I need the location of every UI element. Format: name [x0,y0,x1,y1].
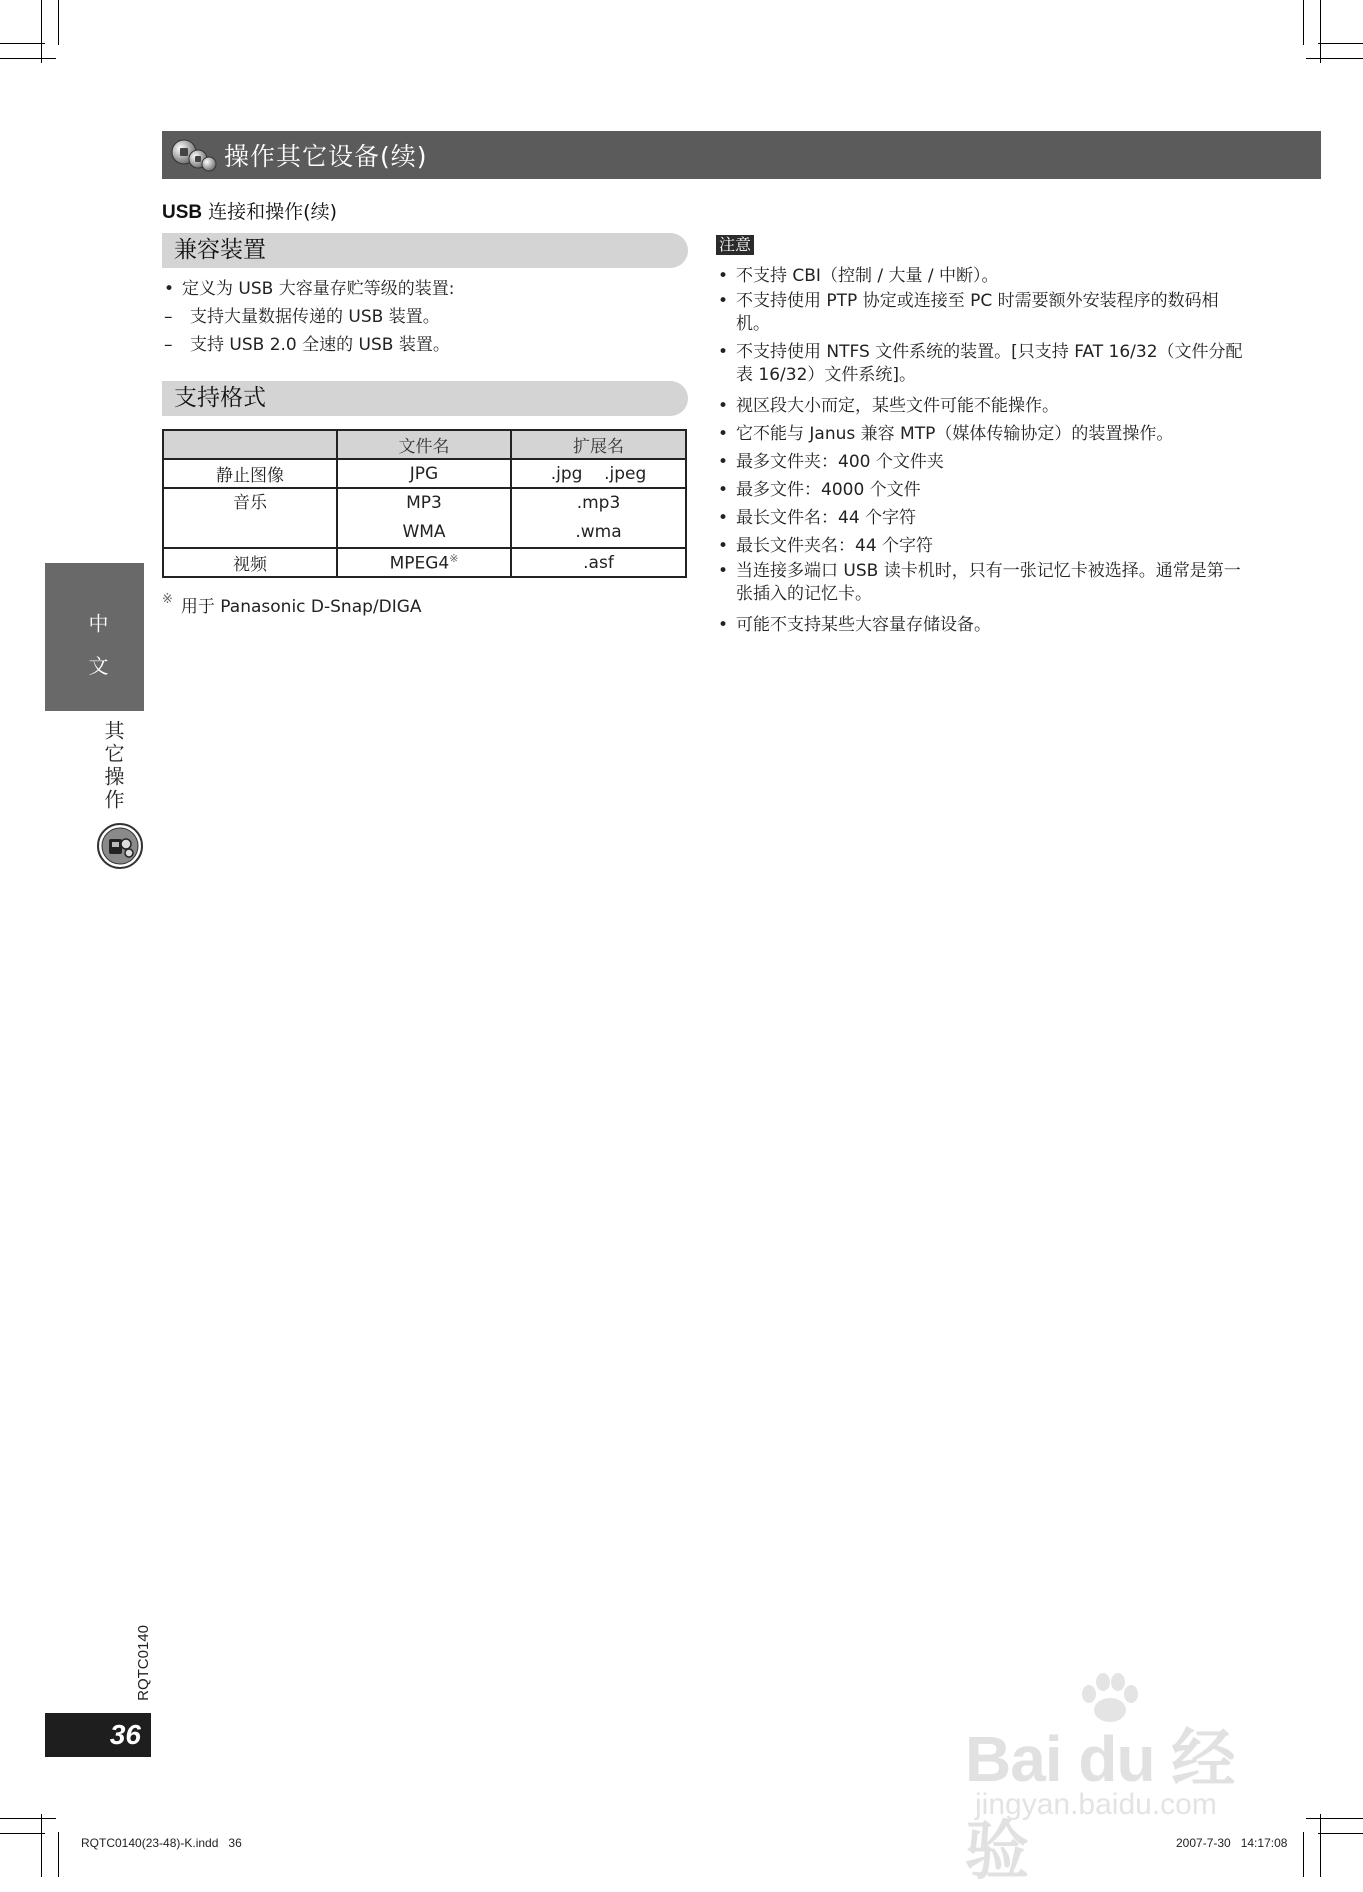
crop-mark [1303,1832,1304,1877]
crop-mark [41,0,42,63]
note-text: 当连接多端口 USB 读卡机时，只有一张记忆卡被选择。通常是第一张插入的记忆卡。 [736,561,1241,604]
language-label: 中 文 [85,613,109,684]
compatible-heading: 兼容装置 [162,233,688,268]
crop-mark [1306,58,1363,59]
crop-mark [0,1833,45,1834]
bullet-mark: • [718,291,729,311]
subsection-title-bold: USB [162,202,203,223]
other-operations-icon [96,822,144,870]
page-title: 操作其它设备(续) [224,142,428,171]
page-number: 36 [45,1713,151,1757]
bullet-mark: • [718,452,729,472]
extension-cell [511,488,686,548]
note-text: 最长文件名：44 个字符 [736,508,917,528]
crop-mark [1318,43,1363,44]
filename-cell [337,548,511,577]
table-row [163,459,686,488]
bullet-mark: • [718,396,729,416]
note-item [716,476,1246,504]
subsection-title-rest: 连接和操作(续) [202,201,337,223]
list-item-text: 定义为 USB 大容量存贮等级的装置: [182,279,455,299]
notes-list [716,262,1246,639]
language-tab [45,563,144,711]
bullet-mark: • [718,424,729,444]
devices-icon [168,135,218,175]
subsection-title [162,197,337,224]
note-item [716,420,1246,448]
extension-cell: .jpg .jpeg [511,459,686,488]
note-text: 最多文件：4000 个文件 [736,480,921,500]
note-text: 不支持使用 NTFS 文件系统的装置。[只支持 FAT 16/32（文件分配表 16/32）文件系统]。 [736,342,1243,385]
filename-text: WMA [402,522,446,542]
note-text: 它不能与 Janus 兼容 MTP（媒体传输协定）的装置操作。 [736,424,1174,444]
footnote-mark: ※ [162,592,173,607]
table-header-row [163,430,686,459]
note-text: 最多文件夹：400 个文件夹 [736,452,944,472]
list-item-text: 支持 USB 2.0 全速的 USB 装置。 [190,335,450,355]
note-text: 可能不支持某些大容量存储设备。 [736,615,991,635]
note-item [716,504,1246,532]
bullet-mark: • [718,342,729,362]
column-header [163,430,337,459]
slug-file-info: RQTC0140(23-48)-K.indd 36 [81,1836,242,1850]
note-item [716,448,1246,476]
column-header: 扩展名 [511,430,686,459]
type-cell: 视频 [163,548,337,577]
filename-text: MPEG4 [389,553,450,574]
document-code: RQTC0140 [135,1625,152,1701]
filename-cell: JPG [337,459,511,488]
crop-mark [1318,1833,1363,1834]
crop-mark [0,1818,56,1819]
type-cell: 静止图像 [163,459,337,488]
list-item [162,303,688,331]
list-item [162,331,688,359]
formats-heading: 支持格式 [162,381,688,416]
filename-text: MP3 [406,493,442,513]
note-text: 不支持使用 PTP 协定或连接至 PC 时需要额外安装程序的数码相机。 [736,291,1219,334]
footnote-text: 用于 Panasonic D-Snap/DIGA [180,597,422,617]
extension-cell: .asf [511,548,686,577]
note-text: 最长文件夹名：44 个字符 [736,536,934,556]
formats-table [162,429,687,578]
crop-mark [0,58,56,59]
note-item [716,262,1246,290]
table-row [163,488,686,548]
note-item [716,341,1246,387]
type-text: 音乐 [233,493,267,513]
crop-mark [1320,0,1321,63]
list-item-text: 支持大量数据传递的 USB 装置。 [190,307,440,327]
section-side-label: 其它操作 [101,720,125,812]
table-row [163,548,686,577]
note-item [716,532,1246,560]
extension-text: .mp3 [576,493,621,513]
dash-mark: – [164,335,173,355]
footnote [162,592,422,617]
note-item [716,392,1246,420]
note-item [716,290,1246,336]
type-cell [163,488,337,548]
note-text: 视区段大小而定，某些文件可能不能操作。 [736,396,1059,416]
bullet-mark: • [718,615,729,635]
dash-mark: – [164,307,173,327]
crop-mark [1306,1818,1363,1819]
crop-mark [0,43,45,44]
crop-mark [41,1814,42,1877]
crop-mark [58,0,59,45]
filename-cell [337,488,511,548]
column-header: 文件名 [337,430,511,459]
note-item [716,560,1246,606]
crop-mark [58,1832,59,1877]
bullet-mark: • [718,480,729,500]
compatible-list [162,275,688,359]
list-item [162,275,688,303]
slug-timestamp: 2007-7-30 14:17:08 [1176,1836,1288,1850]
bullet-mark: • [718,266,729,286]
watermark-text: Bai du 经验 [965,1723,1235,1887]
crop-mark [1303,0,1304,45]
bullet-mark: • [164,279,175,299]
crop-mark [1320,1814,1321,1877]
bullet-mark: • [718,561,729,581]
note-label: 注意 [716,235,754,255]
note-item [716,611,1246,639]
note-text: 不支持 CBI（控制 / 大量 / 中断）。 [736,266,999,286]
section-title-bar [162,131,1321,179]
footnote-reference: ※ [449,551,459,565]
watermark-url: jingyan.baidu.com [975,1788,1217,1821]
extension-text: .wma [575,522,622,542]
bullet-mark: • [718,536,729,556]
bullet-mark: • [718,508,729,528]
